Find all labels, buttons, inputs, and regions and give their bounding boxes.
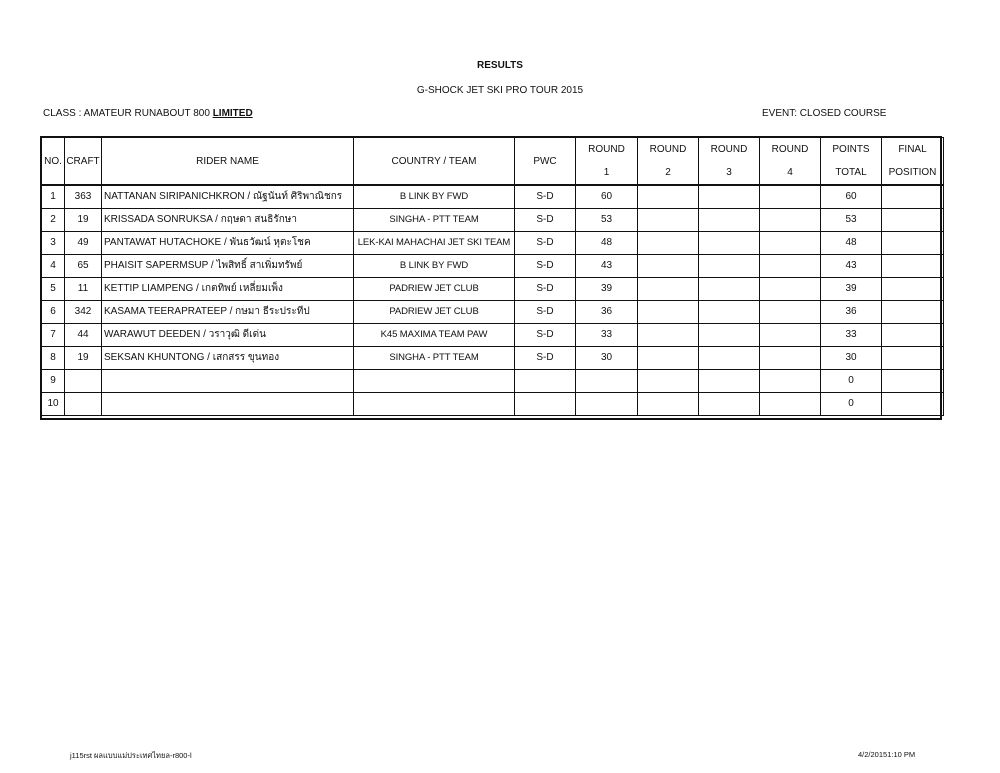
event-series-title: G-SHOCK JET SKI PRO TOUR 2015 xyxy=(416,85,584,96)
cell-final-position xyxy=(882,185,944,208)
cell-rider: NATTANAN SIRIPANICHKRON / ณัฐนันท์ ศิริพาณิชกร xyxy=(102,185,354,208)
table-row xyxy=(42,185,944,208)
col-header-round2 xyxy=(638,138,699,186)
cell-round1: 30 xyxy=(576,346,638,369)
cell-round3 xyxy=(699,300,760,323)
cell-round2 xyxy=(638,346,699,369)
cell-final-position xyxy=(882,369,944,392)
cell-round4 xyxy=(760,254,821,277)
cell-no: 3 xyxy=(42,231,65,254)
cell-pwc: S-D xyxy=(515,254,576,277)
cell-round3 xyxy=(699,208,760,231)
cell-no: 6 xyxy=(42,300,65,323)
col-header-rider: RIDER NAME xyxy=(102,138,354,186)
cell-round3 xyxy=(699,231,760,254)
cell-craft: 363 xyxy=(65,185,102,208)
cell-pwc: S-D xyxy=(515,346,576,369)
col-header-points-total xyxy=(821,138,882,186)
cell-points-total: 53 xyxy=(821,208,882,231)
col-header-round2-line2: 2 xyxy=(665,167,671,178)
cell-round4 xyxy=(760,185,821,208)
col-header-round3-line2: 3 xyxy=(726,167,732,178)
cell-round2 xyxy=(638,300,699,323)
footer-timestamp: 4/2/20151:10 PM xyxy=(858,750,916,759)
table-row xyxy=(42,300,944,323)
cell-pwc xyxy=(515,392,576,415)
cell-round2 xyxy=(638,185,699,208)
cell-rider: SEKSAN KHUNTONG / เสกสรร ขุนทอง xyxy=(102,346,354,369)
footer-filename: j115rst ผลแบบแม่ประเทศไทยล-r800-l xyxy=(70,751,192,760)
cell-no: 8 xyxy=(42,346,65,369)
cell-final-position xyxy=(882,277,944,300)
cell-pwc: S-D xyxy=(515,323,576,346)
col-header-no: NO. xyxy=(42,138,65,186)
cell-round1 xyxy=(576,392,638,415)
cell-team: B LINK BY FWD xyxy=(354,254,515,277)
cell-points-total: 60 xyxy=(821,185,882,208)
col-header-final-line1: FINAL xyxy=(898,144,927,155)
col-header-round1-line2: 1 xyxy=(603,167,610,178)
class-label-text: CLASS : AMATEUR RUNABOUT 800 xyxy=(43,108,213,119)
col-header-final-position xyxy=(882,138,944,186)
cell-round1: 36 xyxy=(576,300,638,323)
cell-craft: 19 xyxy=(65,346,102,369)
cell-round1: 60 xyxy=(576,185,638,208)
cell-round4 xyxy=(760,277,821,300)
cell-round4 xyxy=(760,208,821,231)
cell-pwc: S-D xyxy=(515,300,576,323)
cell-pwc: S-D xyxy=(515,185,576,208)
cell-round1: 53 xyxy=(576,208,638,231)
cell-team: SINGHA - PTT TEAM xyxy=(354,208,515,231)
cell-craft: 19 xyxy=(65,208,102,231)
col-header-round3 xyxy=(699,138,760,186)
cell-round2 xyxy=(638,208,699,231)
page-title: RESULTS xyxy=(477,60,523,71)
cell-round2 xyxy=(638,323,699,346)
cell-team: PADRIEW JET CLUB xyxy=(354,300,515,323)
cell-round1 xyxy=(576,369,638,392)
col-header-round4-line1: ROUND xyxy=(771,144,809,155)
cell-final-position xyxy=(882,231,944,254)
table-row xyxy=(42,254,944,277)
table-header-row xyxy=(42,138,944,186)
cell-rider: WARAWUT DEEDEN / วราวุฒิ ดีเด่น xyxy=(102,323,354,346)
cell-final-position xyxy=(882,346,944,369)
cell-rider xyxy=(102,369,354,392)
table-row xyxy=(42,277,944,300)
cell-pwc: S-D xyxy=(515,208,576,231)
cell-pwc: S-D xyxy=(515,277,576,300)
col-header-round3-line1: ROUND xyxy=(710,144,748,155)
cell-team xyxy=(354,392,515,415)
table-row xyxy=(42,369,944,392)
cell-points-total: 39 xyxy=(821,277,882,300)
cell-craft: 65 xyxy=(65,254,102,277)
cell-round1: 39 xyxy=(576,277,638,300)
cell-craft: 44 xyxy=(65,323,102,346)
cell-no: 5 xyxy=(42,277,65,300)
cell-round3 xyxy=(699,323,760,346)
event-label: EVENT: CLOSED COURSE xyxy=(762,108,887,119)
cell-no: 7 xyxy=(42,323,65,346)
cell-team: LEK-KAI MAHACHAI JET SKI TEAM xyxy=(354,231,515,254)
cell-round3 xyxy=(699,346,760,369)
cell-points-total: 30 xyxy=(821,346,882,369)
cell-craft xyxy=(65,392,102,415)
table-row xyxy=(42,231,944,254)
class-limited-text: LIMITED xyxy=(212,108,253,119)
cell-craft: 11 xyxy=(65,277,102,300)
cell-round2 xyxy=(638,231,699,254)
cell-points-total: 48 xyxy=(821,231,882,254)
cell-round4 xyxy=(760,300,821,323)
cell-team: B LINK BY FWD xyxy=(354,185,515,208)
cell-round4 xyxy=(760,323,821,346)
col-header-points-line2: TOTAL xyxy=(835,167,867,178)
cell-round1: 43 xyxy=(576,254,638,277)
table-row xyxy=(42,346,944,369)
cell-round4 xyxy=(760,346,821,369)
cell-final-position xyxy=(882,392,944,415)
cell-rider: KRISSADA SONRUKSA / กฤษดา สนธิรักษา xyxy=(102,208,354,231)
cell-final-position xyxy=(882,300,944,323)
col-header-team: COUNTRY / TEAM xyxy=(354,138,515,186)
cell-pwc xyxy=(515,369,576,392)
cell-craft: 342 xyxy=(65,300,102,323)
cell-round2 xyxy=(638,392,699,415)
table-row xyxy=(42,392,944,415)
col-header-craft: CRAFT xyxy=(65,138,102,186)
cell-no: 2 xyxy=(42,208,65,231)
cell-final-position xyxy=(882,323,944,346)
cell-no: 1 xyxy=(42,185,65,208)
cell-no: 10 xyxy=(42,392,65,415)
cell-points-total: 33 xyxy=(821,323,882,346)
cell-craft xyxy=(65,369,102,392)
col-header-round1-line1: ROUND xyxy=(588,144,625,155)
cell-rider: KETTIP LIAMPENG / เกตทิพย์ เหลี่ยมเพ็ง xyxy=(102,277,354,300)
cell-round1: 33 xyxy=(576,323,638,346)
cell-points-total: 43 xyxy=(821,254,882,277)
cell-round3 xyxy=(699,369,760,392)
cell-round4 xyxy=(760,231,821,254)
cell-points-total: 0 xyxy=(821,369,882,392)
cell-round2 xyxy=(638,254,699,277)
cell-no: 4 xyxy=(42,254,65,277)
cell-round3 xyxy=(699,185,760,208)
cell-team: K45 MAXIMA TEAM PAW xyxy=(354,323,515,346)
cell-points-total: 36 xyxy=(821,300,882,323)
cell-rider xyxy=(102,392,354,415)
cell-points-total: 0 xyxy=(821,392,882,415)
cell-no: 9 xyxy=(42,369,65,392)
cell-round3 xyxy=(699,277,760,300)
cell-rider: KASAMA TEERAPRATEEP / กษมา ธีระประทีป xyxy=(102,300,354,323)
cell-rider: PANTAWAT HUTACHOKE / พันธวัฒน์ หุตะโชค xyxy=(102,231,354,254)
cell-round3 xyxy=(699,392,760,415)
cell-craft: 49 xyxy=(65,231,102,254)
col-header-round1 xyxy=(576,138,638,186)
cell-round2 xyxy=(638,369,699,392)
cell-round4 xyxy=(760,392,821,415)
cell-team xyxy=(354,369,515,392)
col-header-round4-line2: 4 xyxy=(787,167,793,178)
results-table xyxy=(41,137,944,416)
class-label xyxy=(43,108,253,119)
cell-final-position xyxy=(882,208,944,231)
table-row xyxy=(42,323,944,346)
cell-team: SINGHA - PTT TEAM xyxy=(354,346,515,369)
table-row xyxy=(42,208,944,231)
col-header-round2-line1: ROUND xyxy=(649,144,687,155)
cell-final-position xyxy=(882,254,944,277)
col-header-round4 xyxy=(760,138,821,186)
col-header-final-line2: POSITION xyxy=(888,167,937,178)
cell-round2 xyxy=(638,277,699,300)
cell-rider: PHAISIT SAPERMSUP / ไพสิทธิ์ สาเพิ่มทรัพย์ xyxy=(102,254,354,277)
cell-pwc: S-D xyxy=(515,231,576,254)
cell-round3 xyxy=(699,254,760,277)
cell-round1: 48 xyxy=(576,231,638,254)
cell-team: PADRIEW JET CLUB xyxy=(354,277,515,300)
col-header-pwc: PWC xyxy=(515,138,576,186)
cell-round4 xyxy=(760,369,821,392)
col-header-points-line1: POINTS xyxy=(832,144,870,155)
